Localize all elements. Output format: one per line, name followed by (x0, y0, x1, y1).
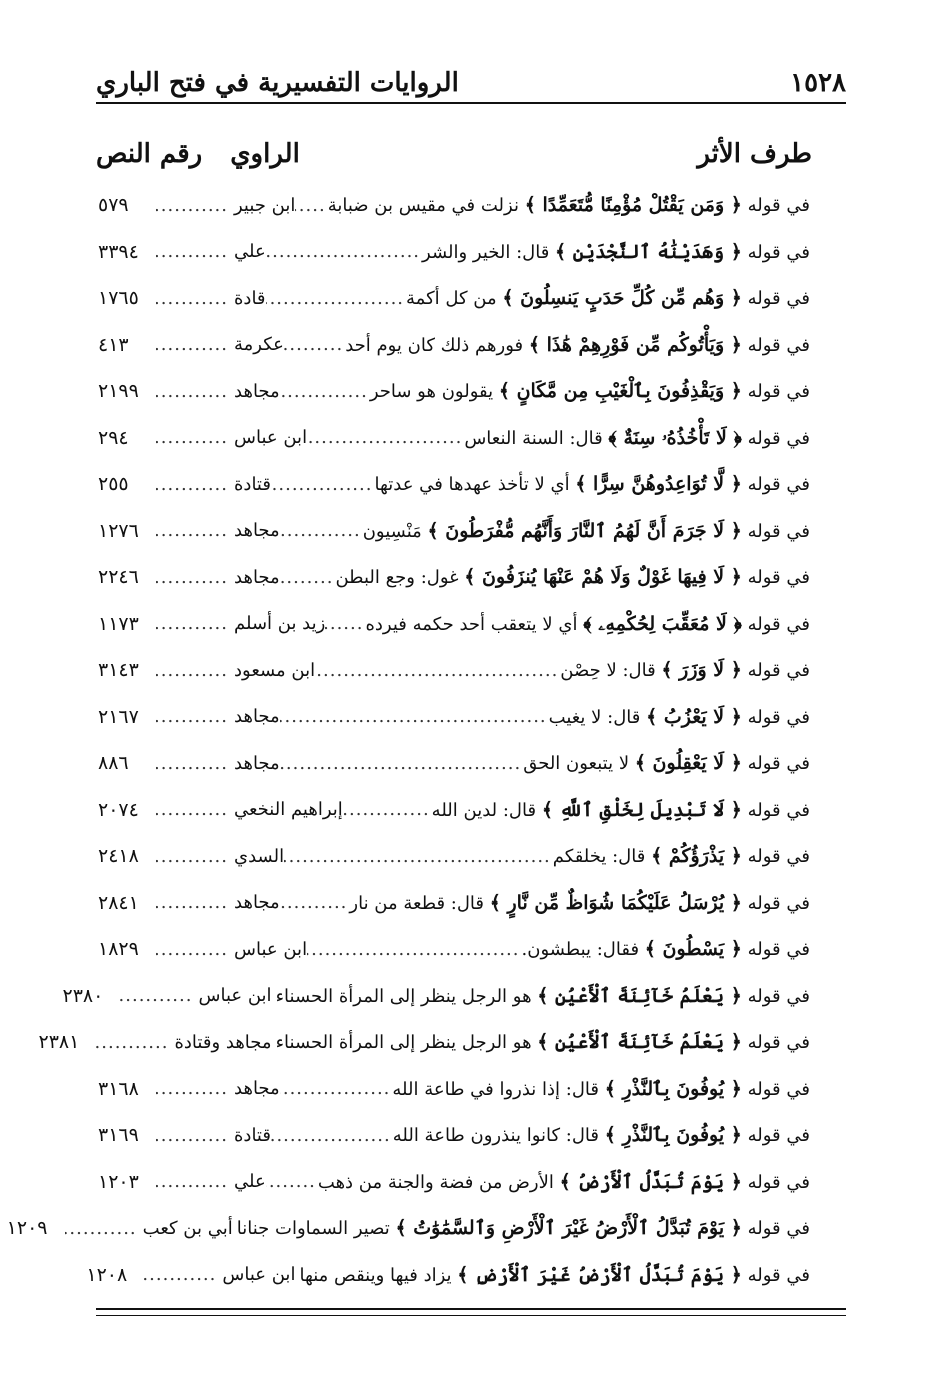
leader-dots (156, 288, 230, 309)
quran-quote: ﴿ لَا تَبْدِيلَ لِخَلْقِ ٱللَّهِ ﴾ (541, 798, 742, 821)
leader-dots (280, 892, 350, 913)
quran-quote: ﴿ وَمَن يَقْتُلْ مُؤْمِنًا مُّتَعَمِّدًا ﴾ (524, 194, 742, 217)
quran-quote: ﴿ يَوْمَ تُبَدَّلُ ٱلْأَرْضُ ﴾ (559, 1170, 742, 1193)
quran-quote: ﴿ لَا وَزَرَ ﴾ (661, 659, 742, 682)
excerpt-text: هو الرجل ينظر إلى المرأة الحسناء (275, 985, 538, 1007)
text-number: ١٢٠٣ (98, 1170, 139, 1193)
excerpt-text: يزاد فيها وينقص منها (299, 1264, 458, 1286)
text-number: ٢١٩٩ (98, 380, 139, 403)
text-number: ٥٧٩ (98, 194, 129, 217)
excerpt-prefix: في قوله (747, 1032, 810, 1054)
excerpt (299, 1264, 810, 1286)
index-row (98, 740, 810, 787)
index-row (98, 1159, 810, 1206)
index-row (98, 415, 810, 462)
text-number: ٨٨٦ (98, 752, 129, 775)
excerpt-prefix: في قوله (747, 660, 810, 682)
leader-dots (307, 939, 521, 960)
excerpt-prefix: في قوله (747, 520, 810, 542)
leader-dots (156, 892, 230, 913)
text-number: ٢١٦٧ (98, 705, 139, 728)
excerpt-text: الأرض من فضة والجنة من ذهب (317, 1171, 560, 1193)
text-number: ٣١٦٩ (98, 1124, 139, 1147)
excerpt-text: قال: لدين الله (431, 799, 542, 821)
quran-quote: ﴿ يَوْمَ تُبَدَّلُ ٱلْأَرْضُ غَيْرَ ٱلْأَرْضِ ﴾ (457, 1263, 742, 1286)
quran-quote: ﴿ يُرْسَلُ عَلَيْكُمَا شُوَاظٌ مِّن نَّارٍ ﴾ (489, 891, 742, 914)
narrator: علي (234, 241, 266, 263)
excerpt-prefix: في قوله (747, 195, 810, 217)
excerpt-prefix: في قوله (747, 753, 810, 775)
excerpt-text: قال: السنة النعاس (464, 427, 609, 449)
excerpt-text: أي لا يتعقب أحد حكمه فيرده (365, 613, 584, 635)
excerpt-text: هو الرجل ينظر إلى المرأة الحسناء (275, 1032, 538, 1054)
excerpt-text: تصير السماوات جنانا (236, 1218, 396, 1240)
quran-quote: ﴿ يَذْرَؤُكُمْ ﴾ (651, 845, 742, 868)
column-heading-text: طرف الأثر (697, 139, 812, 169)
excerpt-text: من كل أكمة (406, 288, 503, 310)
quran-quote: ﴿ لَا مُعَقِّبَ لِحُكْمِهِۦ ﴾ (583, 612, 742, 635)
leader-dots (233, 1218, 237, 1239)
text-number: ١٧٦٥ (98, 287, 139, 310)
quran-quote: ﴿ لَا فِيهَا غَوْلٌ وَلَا هُمْ عَنْهَا يُنزَفُونَ ﴾ (464, 566, 742, 589)
excerpt-text: قال: يخلقكم (552, 846, 652, 868)
text-number: ٣١٤٣ (98, 659, 139, 682)
excerpt (522, 938, 811, 960)
leader-dots (284, 334, 345, 355)
excerpt (335, 566, 810, 588)
excerpt-text: أي لا تأخذ عهدها في عدتها (374, 474, 576, 496)
excerpt-prefix: في قوله (747, 288, 810, 310)
excerpt (393, 1124, 810, 1146)
narrator: مجاهد (234, 380, 280, 402)
narrator: زيد بن أسلم (234, 613, 326, 635)
index-row (98, 601, 810, 648)
leader-dots (284, 846, 553, 867)
excerpt (365, 613, 810, 635)
leader-dots (280, 520, 363, 541)
running-title: الروايات التفسيرية في فتح الباري (96, 68, 459, 98)
index-row (98, 926, 810, 973)
narrator: مجاهد (234, 520, 280, 542)
quran-quote: ﴿ وَهَدَيْنَٰهُ ٱلنَّجْدَيْنِ ﴾ (555, 240, 742, 263)
narrator: مجاهد (234, 1078, 280, 1100)
index-row (98, 229, 810, 276)
excerpt-prefix: في قوله (747, 1078, 810, 1100)
excerpt (553, 845, 810, 867)
leader-dots (156, 1171, 230, 1192)
leader-dots (280, 753, 524, 774)
text-number: ٢٣٨١ (38, 1031, 80, 1054)
excerpt-text: قال: قطعة من نار (349, 892, 490, 914)
quran-quote: ﴿ يَسْطُونَ ﴾ (644, 938, 742, 961)
leader-dots (96, 1032, 170, 1053)
index-row (98, 647, 810, 694)
narrator: علي (234, 1171, 266, 1193)
leader-dots (156, 520, 230, 541)
excerpt-text: نزلت في مقيس بن ضبابة (327, 195, 525, 217)
leader-dots (156, 939, 230, 960)
leader-dots (266, 288, 406, 309)
text-number: ٢٠٧٤ (98, 798, 139, 821)
excerpt-prefix: في قوله (747, 613, 810, 635)
leader-dots (156, 567, 230, 588)
index-row (62, 973, 810, 1020)
excerpt-prefix: في قوله (747, 474, 810, 496)
narrator: ابن مسعود (234, 659, 316, 681)
index-row (98, 880, 810, 927)
narrator: عكرمة (234, 334, 284, 356)
narrator: ابن عباس (198, 985, 272, 1007)
leader-dots (156, 1125, 230, 1146)
quran-quote: ﴿ لَّا تُوَاعِدُوهُنَّ سِرًّا ﴾ (575, 473, 742, 496)
narrator: السدي (234, 845, 285, 867)
leader-dots (156, 427, 230, 448)
text-number: ١٢٠٨ (86, 1263, 128, 1286)
leader-dots (343, 799, 432, 820)
excerpt-prefix: في قوله (747, 241, 810, 263)
leader-dots (266, 1171, 318, 1192)
quran-quote: ﴿ لَا جَرَمَ أَنَّ لَهُمُ ٱلنَّارَ وَأَنَّهُم مُّفْرَطُونَ ﴾ (427, 519, 742, 542)
excerpt-text: قال: إذا نذروا في طاعة الله (392, 1078, 605, 1100)
quran-quote: ﴿ يَوْمَ تُبَدَّلُ ٱلْأَرْضُ غَيْرَ ٱلْأَرْضِ وَٱلسَّمَٰوَٰتُ ﴾ (395, 1217, 742, 1240)
quran-quote: ﴿ وَيَأْتُوكُم مِّن فَوْرِهِمْ هَٰذَا ﴾ (528, 333, 742, 356)
leader-dots (266, 241, 422, 262)
excerpt-text: لا يتبعون الحق (523, 753, 635, 775)
quran-quote: ﴿ يَعْلَمُ خَآئِنَةَ ٱلْأَعْيُنِ ﴾ (537, 984, 742, 1007)
excerpt-prefix: في قوله (747, 381, 810, 403)
text-number: ١١٧٣ (98, 612, 139, 635)
footer-rule (96, 1308, 846, 1310)
narrator: قتادة (234, 473, 271, 495)
excerpt-prefix: في قوله (747, 1125, 810, 1147)
leader-dots (295, 1264, 299, 1285)
leader-dots (280, 567, 336, 588)
index-table (6, 182, 810, 1298)
excerpt (560, 659, 810, 681)
excerpt-text: فقال: يبطشون. (521, 939, 645, 961)
excerpt-text: غول: وجع البطن (335, 567, 465, 589)
narrator: مجاهد وقتادة (174, 1031, 272, 1053)
leader-dots (271, 474, 375, 495)
excerpt-prefix: في قوله (747, 892, 810, 914)
leader-dots (65, 1218, 139, 1239)
text-number: ٢٢٤٦ (98, 566, 139, 589)
text-number: ٣١٦٨ (98, 1077, 139, 1100)
quran-quote: ﴿ يُوفُونَ بِٱلنَّذْرِ ﴾ (604, 1077, 742, 1100)
quran-quote: ﴿ لَا يَعْقِلُونَ ﴾ (634, 752, 742, 775)
excerpt (392, 1078, 810, 1100)
excerpt-prefix: في قوله (747, 1218, 810, 1240)
leader-dots (280, 706, 549, 727)
leader-dots (156, 195, 230, 216)
excerpt-text: قال: كانوا ينذرون طاعة الله (392, 1125, 605, 1147)
narrator: مجاهد (234, 706, 280, 728)
page-header (96, 58, 846, 98)
index-row (98, 554, 810, 601)
excerpt-prefix: في قوله (747, 1264, 810, 1286)
excerpt (349, 892, 810, 914)
leader-dots (295, 195, 327, 216)
index-row (86, 1252, 810, 1299)
excerpt-prefix: في قوله (747, 706, 810, 728)
leader-dots (156, 846, 230, 867)
leader-dots (156, 474, 230, 495)
excerpt-text: قال: الخير والشر (422, 241, 556, 263)
quran-quote: ﴿ لَا تَأْخُذُهُۥ سِنَةٌ ﴾ (608, 426, 742, 449)
footer-rule-thin (96, 1315, 846, 1316)
excerpt-text: فورهم ذلك كان يوم أحد (345, 334, 529, 356)
column-heading-number: رقم النص (96, 139, 203, 169)
excerpt-prefix: في قوله (747, 846, 810, 868)
leader-dots (307, 427, 464, 448)
excerpt-text: مَنْسِيون (362, 520, 428, 542)
excerpt-prefix: في قوله (747, 799, 810, 821)
text-number: ١٢٧٦ (98, 519, 139, 542)
narrator: مجاهد (234, 566, 280, 588)
leader-dots (156, 753, 230, 774)
excerpt (363, 520, 810, 542)
quran-quote: ﴿ وَيَقْذِفُونَ بِٱلْغَيْبِ مِن مَّكَانٍ ﴾ (498, 380, 742, 403)
index-row (98, 1112, 810, 1159)
index-row (98, 182, 810, 229)
text-number: ٤١٣ (98, 333, 129, 356)
text-number: ٢٩٤ (98, 426, 129, 449)
narrator: مجاهد (234, 752, 280, 774)
text-number: ٢٤١٨ (98, 845, 139, 868)
text-number: ٢٥٥ (98, 473, 129, 496)
excerpt-text: قال: لا يغيب (548, 706, 647, 728)
column-heading-narrator: الراوي (230, 139, 300, 169)
text-number: ٢٨٤١ (98, 891, 139, 914)
index-row (6, 1205, 810, 1252)
leader-dots (156, 381, 230, 402)
excerpt (549, 706, 810, 728)
excerpt (422, 241, 810, 263)
index-row (98, 508, 810, 555)
excerpt (328, 194, 810, 216)
text-number: ١٨٢٩ (98, 938, 139, 961)
narrator: ابن عباس (222, 1264, 296, 1286)
quran-quote: ﴿ يُوفُونَ بِٱلنَّذْرِ ﴾ (604, 1124, 742, 1147)
excerpt (370, 380, 810, 402)
excerpt-prefix: في قوله (747, 985, 810, 1007)
excerpt (464, 427, 810, 449)
narrator: ابن عباس (234, 427, 308, 449)
leader-dots (156, 241, 230, 262)
index-row (98, 461, 810, 508)
leader-dots (271, 1125, 393, 1146)
text-number: ١٢٠٩ (6, 1217, 48, 1240)
narrator: ابن عباس (234, 938, 308, 960)
narrator: أبي بن كعب (142, 1217, 233, 1239)
leader-dots (156, 799, 230, 820)
narrator: قادة (234, 287, 266, 309)
excerpt (406, 287, 810, 309)
excerpt (276, 985, 810, 1007)
excerpt-text: يقولون هو ساحر (369, 381, 499, 403)
leader-dots (272, 1032, 276, 1053)
excerpt (432, 799, 810, 821)
header-rule (96, 102, 846, 104)
excerpt-text: قال: لا حِصْن (560, 660, 662, 682)
text-number: ٢٣٨٠ (62, 984, 104, 1007)
narrator: قتادة (234, 1124, 271, 1146)
index-row (38, 1019, 810, 1066)
quran-quote: ﴿ وَهُم مِّن كُلِّ حَدَبٍ يَنسِلُونَ ﴾ (502, 287, 742, 310)
leader-dots (280, 1078, 393, 1099)
index-row (98, 275, 810, 322)
excerpt (345, 334, 810, 356)
leader-dots (325, 613, 365, 634)
text-number: ٣٣٩٤ (98, 240, 139, 263)
leader-dots (156, 660, 230, 681)
excerpt-prefix: في قوله (747, 334, 810, 356)
excerpt (318, 1171, 810, 1193)
excerpt (237, 1217, 810, 1239)
excerpt (276, 1031, 810, 1053)
leader-dots (156, 706, 230, 727)
leader-dots (120, 985, 194, 1006)
narrator: مجاهد (234, 892, 280, 914)
column-headings (96, 132, 812, 176)
leader-dots (156, 1078, 230, 1099)
quran-quote: ﴿ لَا يَعْزُبُ ﴾ (646, 705, 742, 728)
leader-dots (280, 381, 370, 402)
index-row (98, 1066, 810, 1113)
index-row (98, 368, 810, 415)
leader-dots (272, 985, 276, 1006)
excerpt-prefix: في قوله (747, 939, 810, 961)
narrator: إبراهيم النخعي (234, 799, 343, 821)
excerpt-prefix: في قوله (747, 1171, 810, 1193)
narrator: ابن جبير (234, 194, 296, 216)
excerpt (374, 473, 810, 495)
page-number: ١٥٢٨ (790, 68, 846, 98)
leader-dots (144, 1264, 218, 1285)
index-row (98, 694, 810, 741)
quran-quote: ﴿ يَعْلَمُ خَآئِنَةَ ٱلْأَعْيُنِ ﴾ (537, 1031, 742, 1054)
index-row (98, 322, 810, 369)
excerpt (523, 752, 810, 774)
leader-dots (156, 613, 230, 634)
leader-dots (156, 334, 230, 355)
excerpt-prefix: في قوله (747, 427, 810, 449)
index-row (98, 787, 810, 834)
leader-dots (315, 660, 560, 681)
excerpt-prefix: في قوله (747, 567, 810, 589)
index-row (98, 833, 810, 880)
